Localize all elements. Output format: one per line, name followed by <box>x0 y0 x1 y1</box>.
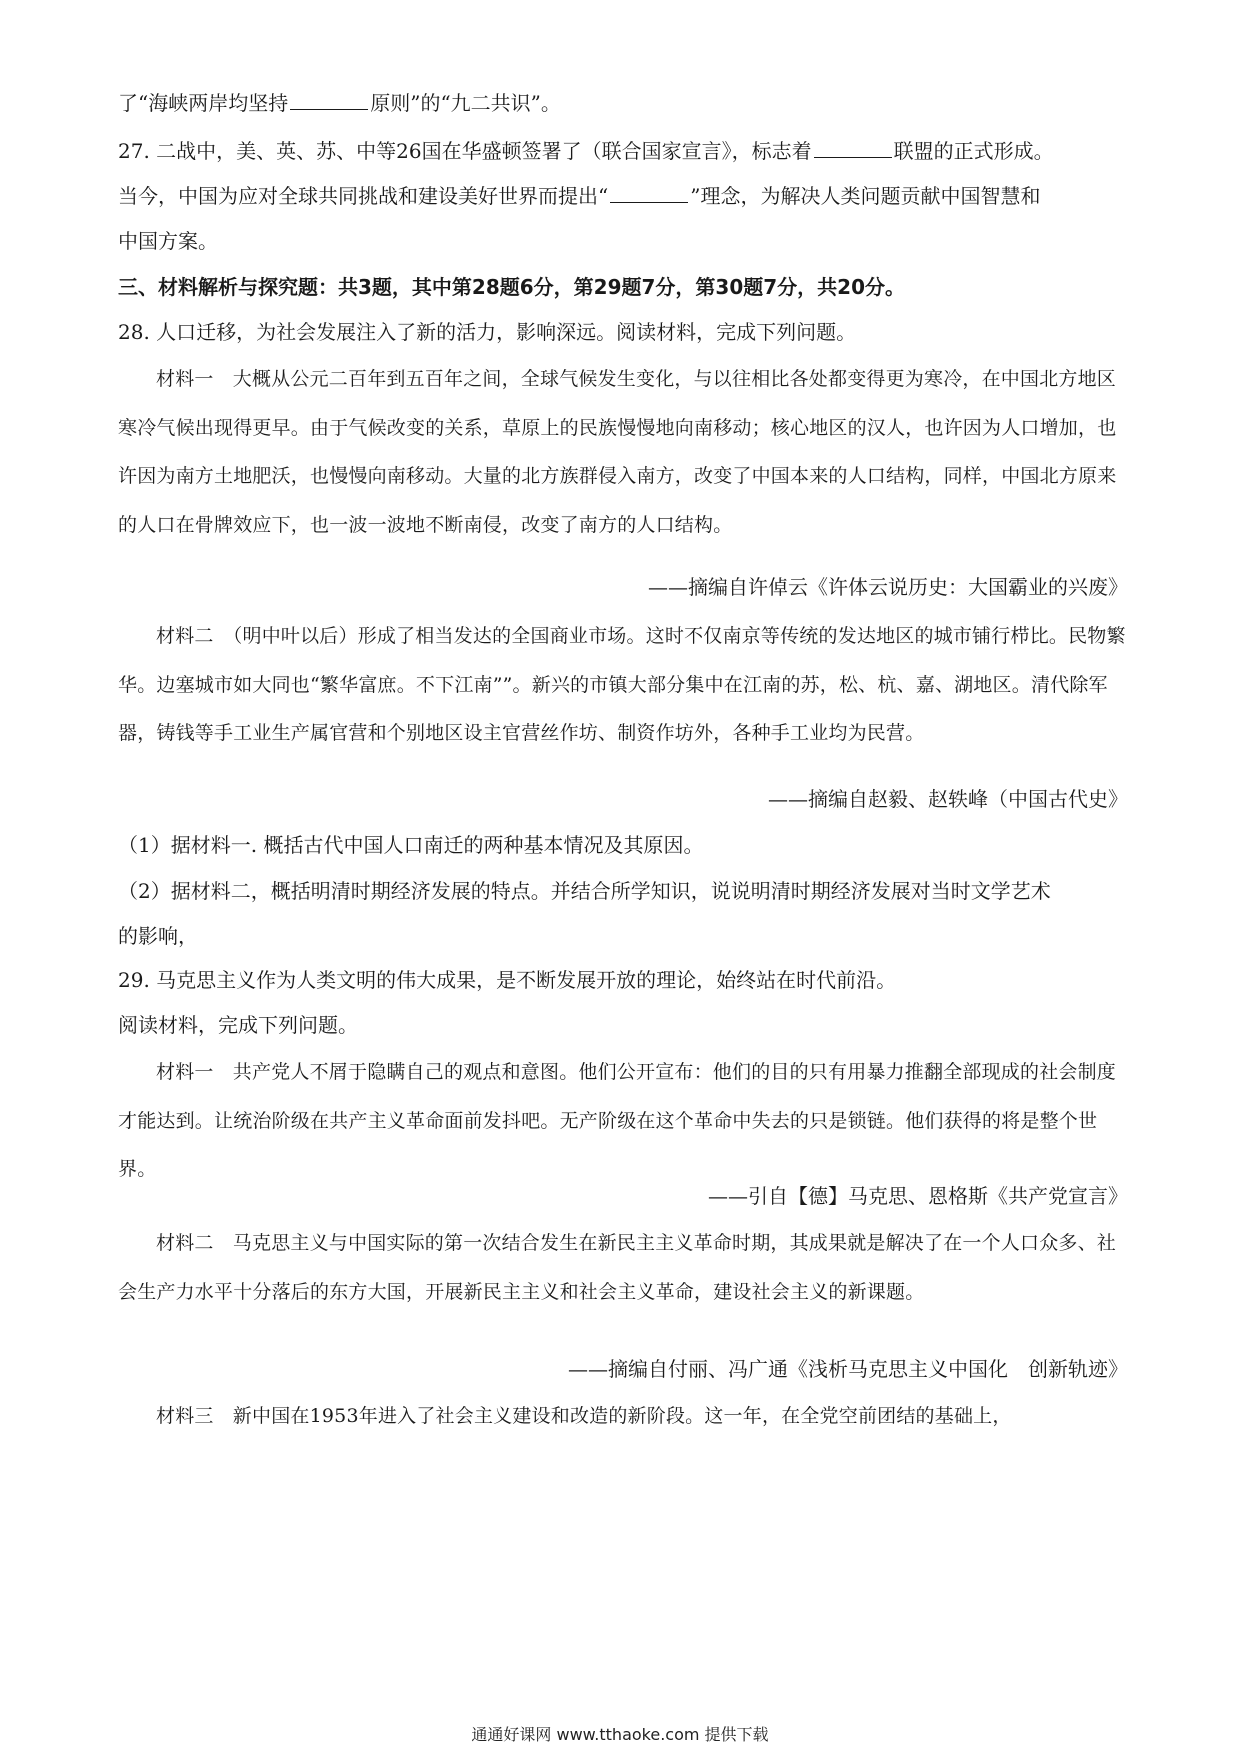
answer-blank <box>814 139 892 158</box>
q29-material-1 <box>118 1048 1128 1194</box>
q27-line2 <box>118 181 1040 211</box>
q28-subquestion-1: （1）据材料一. 概括古代中国人口南迁的两种基本情况及其原因。 <box>118 833 704 857</box>
q27-text-part3: 当今，中国为应对全球共同挑战和建设美好世界而提出“ <box>118 184 609 208</box>
q28-source-2: ——摘编自赵毅、赵轶峰（中国古代史》 <box>768 787 1128 811</box>
q26-tail-line <box>118 88 561 118</box>
q28-material-1-text: 材料一 大概从公元二百年到五百年之间，全球气候发生变化，与以往相比各处都变得更为寒冷，在中国北方地区寒冷气候出现得更早。由于气候改变的关系，草原上的民族慢慢地向南移动；核心地区的汉人，也许因为人口增加，也许因为南方土地肥沃，也慢慢向南移动。大量的北方族群侵入南方，改变了中国本来的人口结构，同样，中国北方原来的人口在骨牌效应下，也一波一波地不断南侵，改变了南方的人口结构。 <box>118 368 1117 536</box>
q29-stem-line1: 29. 马克思主义作为人类文明的伟大成果，是不断发展开放的理论，始终站在时代前沿。 <box>118 968 897 992</box>
page-footer: 通通好课网 www.tthaoke.com 提供下载 <box>471 1725 769 1744</box>
q28-material-2-text: 材料二 （明中叶以后）形成了相当发达的全国商业市场。这时不仅南京等传统的发达地区的城市铺行栉比。民物繁华。边塞城市如大同也“繁华富庶。不下江南””。新兴的市镇大部分集中在江南的苏，松、杭、嘉、湖地区。清代除军器，铸钱等手工业生产属官营和个别地区设主官营丝作坊、制资作坊外，各种手工业均为民营。 <box>118 625 1126 744</box>
answer-blank <box>610 184 688 203</box>
section-3-heading: 三、材料解析与探究题：共3题，其中第28题6分，第29题7分，第30题7分，共20分。 <box>118 275 905 299</box>
q29-source-1: ——引自【德】马克思、恩格斯《共产党宣言》 <box>708 1184 1128 1208</box>
q29-material-2 <box>118 1219 1128 1316</box>
q29-material-1-text: 材料一 共产党人不屑于隐瞒自己的观点和意图。他们公开宣布：他们的目的只有用暴力推翻全部现成的社会制度才能达到。让统治阶级在共产主义革命面前发抖吧。无产阶级在这个革命中失去的只是锁链。他们获得的将是整个世界。 <box>118 1061 1117 1180</box>
q28-source-1: ——摘编自许倬云《许体云说历史：大国霸业的兴废》 <box>648 575 1128 599</box>
q27-line1 <box>118 136 1054 166</box>
q29-material-3 <box>118 1392 1128 1441</box>
answer-blank <box>290 91 368 110</box>
q27-line3: 中国方案。 <box>118 229 218 253</box>
q29-material-2-text: 材料二 马克思主义与中国实际的第一次结合发生在新民主主义革命时期，其成果就是解决了在一个人口众多、社会生产力水平十分落后的东方大国，开展新民主主义和社会主义革命，建设社会主义的新课题。 <box>118 1232 1117 1303</box>
q28-material-2 <box>118 612 1128 758</box>
q28-stem: 28. 人口迁移，为社会发展注入了新的活力，影响深远。阅读材料，完成下列问题。 <box>118 320 857 344</box>
q29-source-2: ——摘编自付丽、冯广通《浅析马克思主义中国化 创新轨迹》 <box>568 1357 1128 1381</box>
q27-text-part1: 27. 二战中，美、英、苏、中等26国在华盛顿签署了（联合国家宣言》，标志着 <box>118 139 812 163</box>
q29-stem-line2: 阅读材料，完成下列问题。 <box>118 1013 358 1037</box>
q27-text-part4: ”理念，为解决人类问题贡献中国智慧和 <box>690 184 1041 208</box>
q29-material-3-text: 材料三 新中国在1953年进入了社会主义建设和改造的新阶段。这一年，在全党空前团结的基础上， <box>156 1405 1012 1427</box>
q28-subquestion-2-line2: 的影响， <box>118 924 198 948</box>
q28-subquestion-2-line1: （2）据材料二，概括明清时期经济发展的特点。并结合所学知识，说说明清时期经济发展对当时文学艺术 <box>118 879 1051 903</box>
q27-text-part2: 联盟的正式形成。 <box>893 139 1054 163</box>
q28-material-1 <box>118 355 1128 549</box>
q26-text-part1: 了“海峡两岸均坚持 <box>118 91 289 115</box>
q26-text-part2: 原则”的“九二共识”。 <box>370 91 561 115</box>
